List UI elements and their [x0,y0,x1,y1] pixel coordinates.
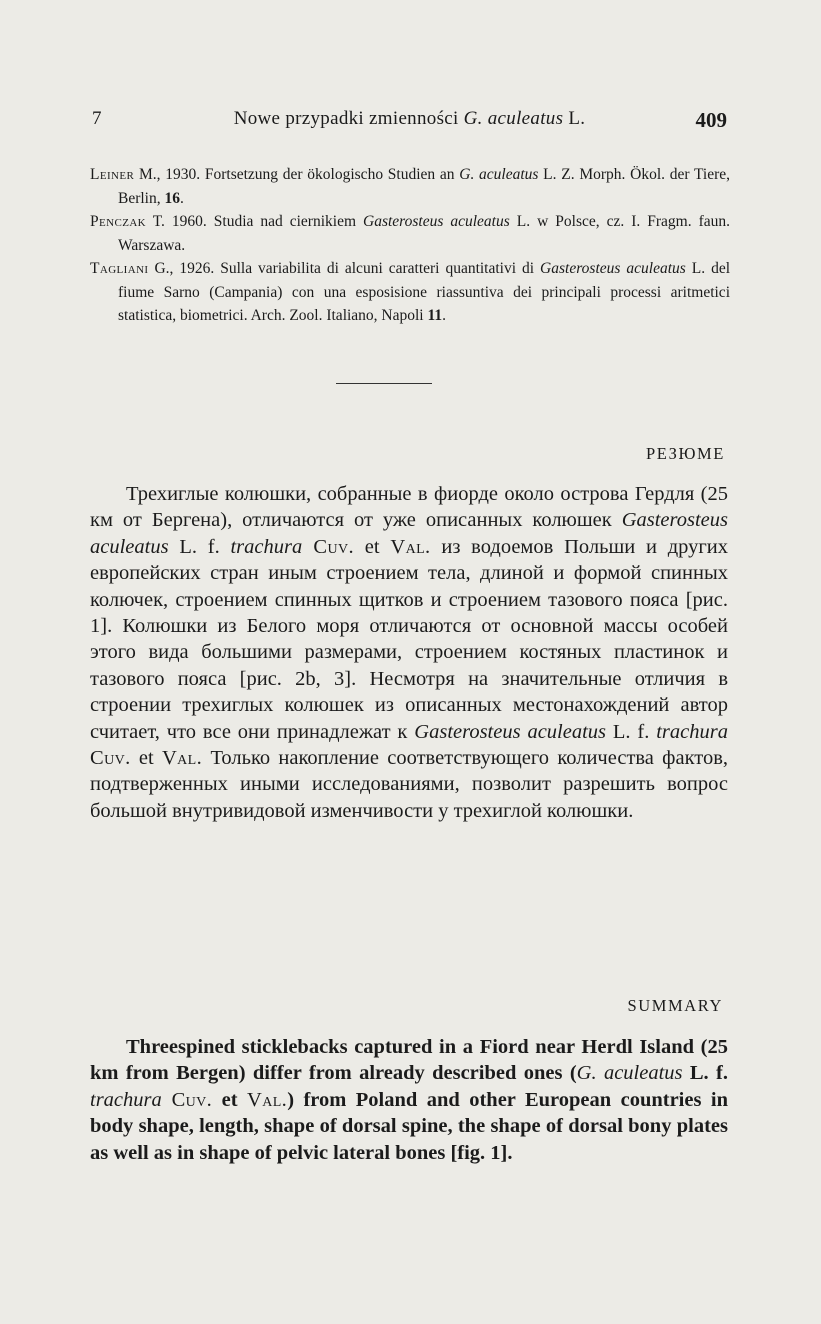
species-name: G. aculeatus [576,1062,683,1085]
summary-paragraph: Threespined sticklebacks captured in a Fiord near Herdl Island (25 km from Bergen) differ from already described ones (G. aculeatus L. f. trachura Cuv. et Val.) from Poland and other European countries in body shape, length, shape of dorsal spine, the shape of dorsal bony plates as well as in shape of pelvic lateral bones [fig. 1]. [90,1036,728,1164]
reference-species: Gasterosteus aculeatus [540,260,686,277]
page-number: 409 [695,108,727,132]
taxon-author: Cuv. [90,747,131,770]
running-title: Nowe przypadki zmienności G. aculeatus L. [233,108,586,129]
reference-item-tagliani: Tagliani G., 1926. Sulla variabilita di alcuni caratteri quantitativi di Gasterosteus aculeatus L. del fiume Sarno (Campania) con una esposisione riassuntiva dei principali processi aritmetici statistica, biometrici. Arch. Zool. Italiano, Napoli 11. [90,260,731,324]
running-title-species: G. aculeatus [463,108,564,129]
reference-volume: 16 [164,189,180,207]
reference-author: Leiner [90,166,135,183]
reference-species: Gasterosteus aculeatus [363,213,510,230]
taxon-author: Val. [161,747,203,770]
taxon-author: Val. [390,535,431,558]
reference-author: Tagliani [90,260,149,277]
subspecies-name: trachura [656,720,728,743]
resume-paragraph: Трехиглые колюшки, собранные в фиорде около острова Гердля (25 км от Бергена), отличаются от уже описанных колюшек Gasterosteus aculeatus L. f. trachura Cuv. et Val. из водоемов Польши и других европейских стран иным строением тела, длиной и формой спинных колючек, строением спинных щитков и строением тазового пояса [рис. 1]. Колюшки из Белого моря отличаются от основной массы особей этого вида большими размерами, строением костяных пластинок и тазового пояса [рис. 2b, 3]. Несмотря на значительные отличия в строении трехиглых колюшек из описанных местонахождений автор считает, что все они принадлежат к Gasterosteus aculeatus L. f. trachura Cuv. et Val. Только накопление соответствующего количества фактов, подтверженных иными исследованиями, позволит разрешить вопрос большой внутривидовой изменчивости у трехиглой колюшки. [90,483,728,822]
summary-heading: SUMMARY [627,996,723,1015]
species-name: Gasterosteus aculeatus [414,720,607,743]
taxon-author: Cuv. [302,535,355,558]
reference-item-leiner: Leiner M., 1930. Fortsetzung der ökologischo Studien an G. aculeatus L. Z. Morph. Ökol. der Tiere, Berlin, 16. [90,166,730,207]
section-divider [336,383,432,384]
species-name: Gasterosteus aculeatus [90,509,728,558]
resume-heading: РЕЗЮМЕ [645,444,725,463]
taxon-author: Val. [247,1088,288,1111]
references-list [90,163,730,328]
reference-author: Penczak [90,213,147,230]
running-header [92,108,727,138]
reference-volume: 11 [427,307,443,324]
reference-species: G. aculeatus [459,166,539,183]
taxon-author: Cuv. [161,1088,213,1111]
section-number: 7 [92,108,102,129]
subspecies-name: trachura [90,1088,162,1111]
subspecies-name: trachura [230,535,303,558]
reference-item-penczak: Penczak T. 1960. Studia nad ciernikiem Gasterosteus aculeatus L. w Polsce, cz. I. Fragm. faun. Warszawa. [90,213,730,254]
